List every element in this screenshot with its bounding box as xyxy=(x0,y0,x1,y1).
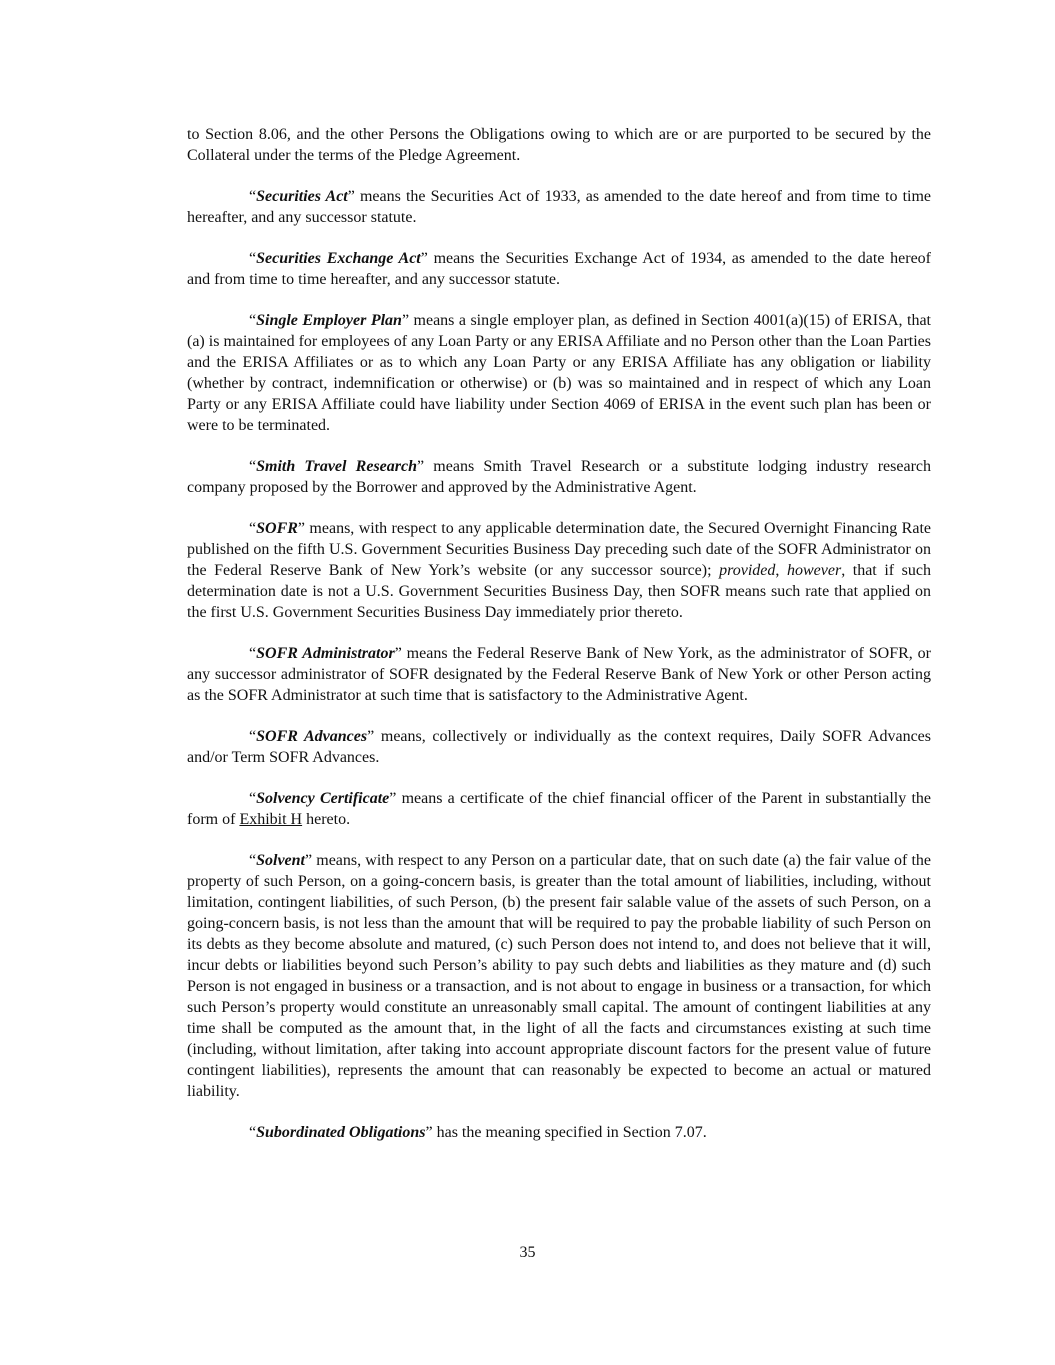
definition-sofr-administrator xyxy=(187,643,931,706)
open-quote: “ xyxy=(249,312,257,329)
definition-body-continued: hereto. xyxy=(302,811,351,828)
open-quote: “ xyxy=(249,645,257,662)
close-quote: ” xyxy=(389,790,397,807)
definition-solvency-certificate xyxy=(187,788,931,830)
defined-term: Securities Exchange Act xyxy=(256,250,421,267)
definition-body: means, with respect to any Person on a particular date, that on such date (a) the fair value of the property of such Person, on a going-concern basis, is greater than the total amount of liabilities, including, without limitation, contingent liabilities, of such Person, (b) the present fair salable value of the assets of such Person, on a going-concern basis, is not less than the amount that will be required to pay the probable liability of such Person on its debts as they become absolute and matured, (c) such Person does not intend to, and does not believe that it will, incur debts or liabilities beyond such Person’s ability to pay such debts and liabilities as they mature and (d) such Person is not engaged in business or a transaction, and is not about to engage in business or a transaction, for which such Person’s property would constitute an unreasonably small capital. The amount of contingent liabilities at any time shall be computed as the amount that, in the light of all the facts and circumstances existing at such time (including, without limitation, after taking into account appropriate discount factors for the present value of future contingent liabilities), represents the amount that can reasonably be expected to become an actual or matured liability. xyxy=(187,852,931,1100)
definition-sofr xyxy=(187,518,931,623)
close-quote: ” xyxy=(420,250,428,267)
open-quote: “ xyxy=(249,728,257,745)
definition-solvent xyxy=(187,850,931,1102)
italic-provided: provided xyxy=(719,562,776,579)
defined-term: Securities Act xyxy=(256,188,348,205)
close-quote: ” xyxy=(394,645,402,662)
open-quote: “ xyxy=(249,250,257,267)
defined-term: Solvency Certificate xyxy=(256,790,390,807)
definition-securities-exchange-act xyxy=(187,248,931,290)
definition-body: has the meaning specified in Section 7.07. xyxy=(432,1124,707,1141)
open-quote: “ xyxy=(249,852,257,869)
defined-term: Solvent xyxy=(256,852,305,869)
close-quote: ” xyxy=(401,312,410,329)
close-quote: ” xyxy=(347,188,355,205)
open-quote: “ xyxy=(249,458,257,475)
defined-term: SOFR xyxy=(256,520,298,537)
definition-securities-act xyxy=(187,186,931,228)
open-quote: “ xyxy=(249,790,257,807)
defined-term: SOFR Administrator xyxy=(256,645,395,662)
open-quote: “ xyxy=(249,188,257,205)
defined-term: Single Employer Plan xyxy=(256,312,402,329)
open-quote: “ xyxy=(249,520,257,537)
page-number: 35 xyxy=(519,1244,536,1261)
definition-body: means the Federal Reserve Bank of New York, as the administrator of SOFR, or any successor administrator of SOFR designated by the Federal Reserve Bank of New York or other Person acting as the SOFR Administrator at such time that is satisfactory to the Administrative Agent. xyxy=(187,645,932,704)
continuation-paragraph: to Section 8.06, and the other Persons the Obligations owing to which are or are purported to be secured by the Collateral under the terms of the Pledge Agreement. xyxy=(187,126,931,164)
definition-body: means the Securities Exchange Act of 1934, as amended to the date hereof and from time to time hereafter, and any successor statute. xyxy=(187,250,932,288)
definition-subordinated-obligations xyxy=(187,1122,931,1143)
defined-term: Smith Travel Research xyxy=(256,458,417,475)
close-quote: ” xyxy=(417,458,425,475)
open-quote: “ xyxy=(249,1124,257,1141)
definition-sofr-advances xyxy=(187,726,931,768)
close-quote: ” xyxy=(367,728,375,745)
exhibit-h-reference: Exhibit H xyxy=(239,811,303,828)
definition-body: means the Securities Act of 1933, as amended to the date hereof and from time to time hereafter, and any successor statute. xyxy=(187,188,932,226)
separator: , xyxy=(775,562,787,579)
document-page xyxy=(187,124,931,1163)
definition-body: means a single employer plan, as defined in Section 4001(a)(15) of ERISA, that (a) is maintained for employees of any Loan Party or any ERISA Affiliate and no Person other than the Loan Parties and the ERISA Affiliates or as to which any Loan Party or any ERISA Affiliate has any obligation or liability (whether by contract, indemnification or otherwise) or (b) was so maintained and in respect of which any Loan Party or any ERISA Affiliate could have liability under Section 4069 of ERISA in the event such plan has been or were to be terminated. xyxy=(187,312,931,434)
definition-body: means Smith Travel Research or a substitute lodging industry research company proposed by the Borrower and approved by the Administrative Agent. xyxy=(187,458,932,496)
defined-term: SOFR Advances xyxy=(256,728,368,745)
definition-body: means, collectively or individually as the context requires, Daily SOFR Advances and/or Term SOFR Advances. xyxy=(187,728,932,766)
defined-term: Subordinated Obligations xyxy=(256,1124,426,1141)
definition-single-employer-plan xyxy=(187,310,931,436)
italic-however: however xyxy=(786,562,842,579)
definition-body: means, with respect to any applicable determination date, the Secured Overnight Financing Rate published on the fifth U.S. Government Securities Business Day preceding such date of the SOFR Administrator on the Federal Reserve Bank of New York’s website (or any successor source); xyxy=(187,520,931,579)
definition-smith-travel-research xyxy=(187,456,931,498)
close-quote: ” xyxy=(305,852,313,869)
close-quote: ” xyxy=(297,520,306,537)
close-quote: ” xyxy=(425,1124,433,1141)
definition-body: means a certificate of the chief financial officer of the Parent in substantially the form of xyxy=(187,790,931,828)
definition-body-continued: , that if such determination date is not a U.S. Government Securities Business Day, then SOFR means such rate that applied on the first U.S. Government Securities Business Day immediately prior thereto. xyxy=(187,562,932,621)
